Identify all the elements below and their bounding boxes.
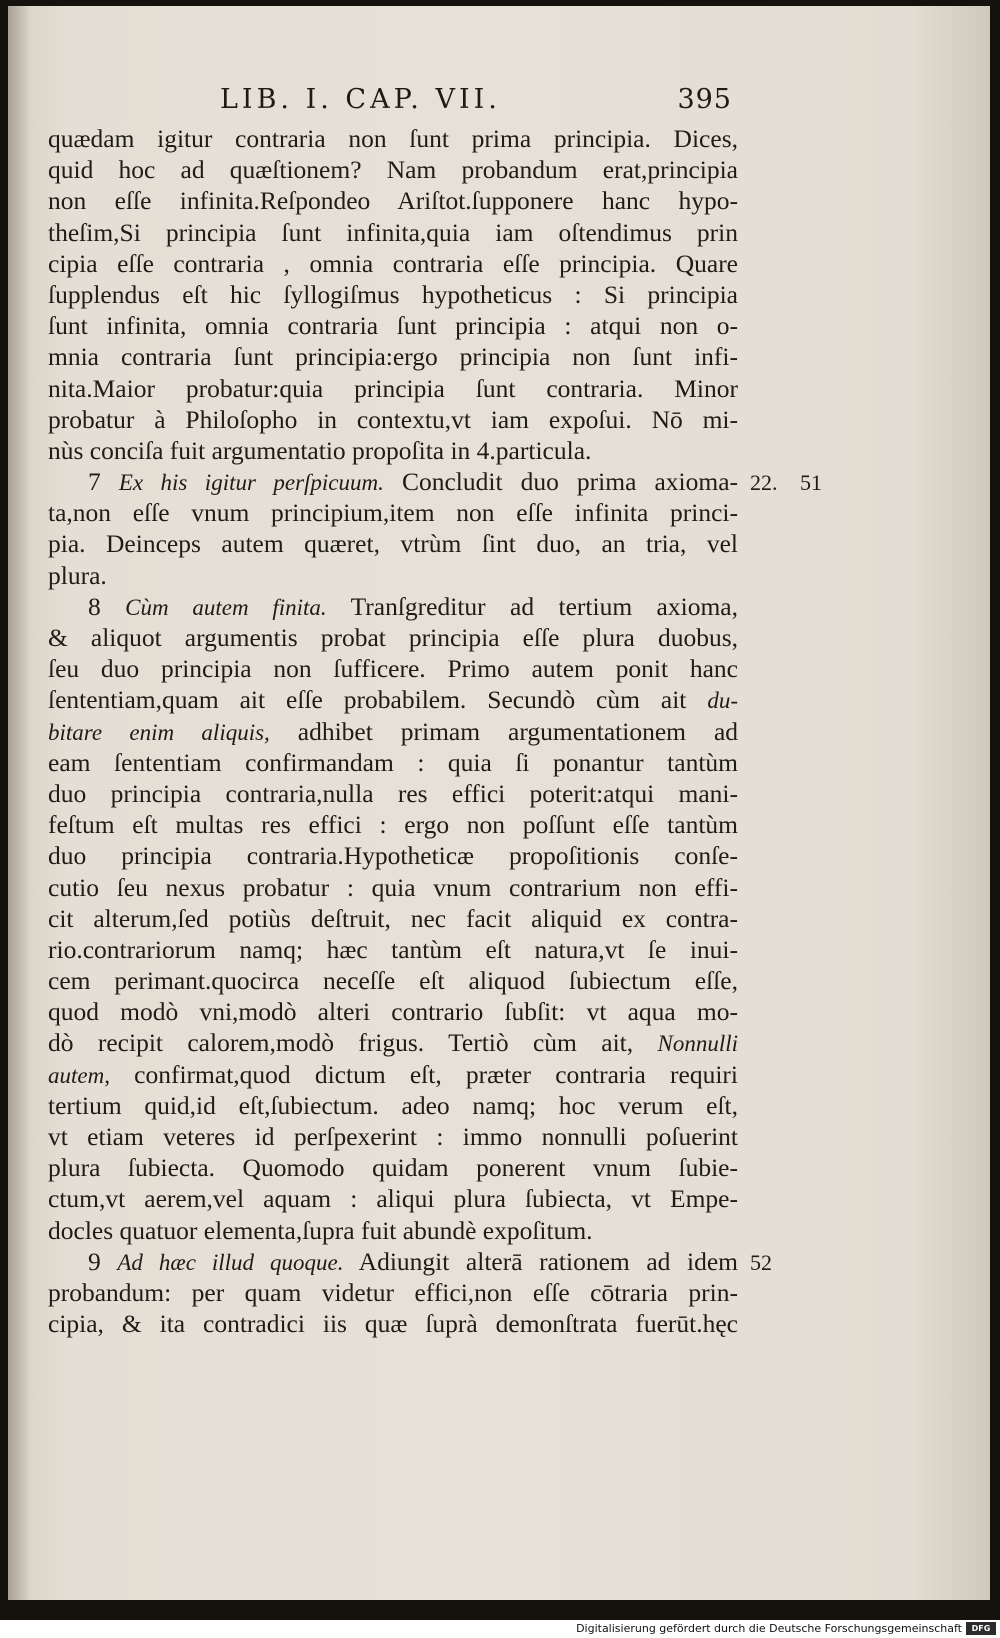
text-line	[48, 1090, 738, 1121]
line-text: pia. Deinceps autem quæret, vtrùm ſint duo, an tria, vel	[48, 529, 738, 559]
line-text: quod modò vni,modò alteri contrario ſubſit: vt aqua mo-	[48, 997, 738, 1027]
line-text: cipia eſſe contraria , omnia contraria eſſe principia. Quare	[48, 248, 738, 278]
line-text: quid hoc ad quæſtionem? Nam probandum erat,principia	[48, 155, 738, 185]
line-text: vt etiam veteres id perſpexerint : immo nonnulli poſuerint	[48, 1122, 738, 1151]
line-text: confirmat,quod dictum eſt, præter contraria requiri	[134, 1059, 738, 1089]
text-line	[48, 154, 738, 185]
line-text: feſtum eſt multas res effici : ergo non poſſunt eſſe tantùm	[48, 810, 738, 840]
text-line	[48, 809, 738, 840]
text-line	[48, 123, 738, 154]
text-line	[48, 217, 738, 248]
lemma: autem,	[48, 1062, 110, 1088]
line-text: ſeu duo principia non ſufficere. Primo autem ponit hanc	[48, 654, 738, 684]
line-text: plura ſubiecta. Quomodo quidam ponerent vnum ſubie-	[48, 1153, 738, 1183]
text-line	[48, 996, 738, 1027]
text-line	[48, 1215, 738, 1246]
line-text: & aliquot argumentis probat principia eſſe plura duobus,	[48, 623, 738, 652]
line-text: probatur à Philoſopho in contextu,vt iam expoſui. Nō mi-	[48, 404, 738, 434]
text-line	[48, 560, 738, 591]
text-line	[48, 965, 738, 996]
line-text: probandum: per quam videtur effici,non eſſe cōtraria prin-	[48, 1277, 738, 1307]
paragraph-number: 8	[88, 591, 101, 621]
line-text: cit alterum,ſed potiùs deſtruit, nec facit aliquid ex contra-	[48, 903, 738, 933]
text-line	[48, 279, 738, 310]
text-line	[48, 373, 738, 404]
line-text: ta,non eſſe vnum principium,item non eſſe infinita princi-	[48, 498, 738, 528]
text-line	[48, 248, 738, 279]
line-text: docles quatuor elementa,ſupra fuit abundè expoſitum.	[48, 1215, 593, 1245]
margin-note: 22.	[750, 470, 778, 496]
text-line	[48, 840, 738, 871]
lemma: Ex his igitur perſpicuum.	[118, 470, 384, 496]
line-text: theſim,Si principia ſunt infinita,quia iam oſtendimus prin	[48, 217, 738, 247]
line-text: mnia contraria ſunt principia:ergo principia non ſunt infi-	[48, 342, 738, 372]
text-line	[48, 435, 738, 466]
text-line	[48, 1121, 738, 1152]
lemma: Ad hæc illud quoque.	[117, 1249, 344, 1275]
line-text: rio.contrariorum namq; hæc tantùm eſt natura,vt ſe inui-	[48, 934, 738, 964]
line-text: non eſſe infinita.Reſpondeo Ariſtot.ſupponere hanc hypo-	[48, 186, 738, 216]
margin-note: 52	[750, 1250, 772, 1276]
line-text: duo principia contraria.Hypotheticæ propoſitionis conſe-	[48, 841, 738, 871]
line-text: Adiungit alterā rationem ad idem	[358, 1246, 738, 1276]
footer-credit: Digitalisierung gefördert durch die Deutsche Forschungsgemeinschaft	[576, 1622, 962, 1635]
line-text: Concludit duo prima axioma-	[401, 467, 739, 497]
line-text: eam ſententiam confirmandam : quia ſi ponantur tantùm	[48, 747, 738, 777]
text-line	[48, 310, 738, 341]
text-line	[48, 1183, 738, 1214]
line-text: cutio ſeu nexus probatur : quia vnum contrarium non effi-	[48, 872, 738, 902]
text-line	[48, 653, 738, 684]
text-line	[48, 466, 738, 497]
line-text: ſunt infinita, omnia contraria ſunt principia : atqui non o-	[48, 311, 738, 341]
lemma: bitare enim aliquis,	[48, 719, 270, 745]
paragraph-number: 7	[88, 467, 101, 497]
text-line	[48, 778, 738, 809]
paragraph-number: 9	[88, 1246, 101, 1276]
line-text: ctum,vt aerem,vel aquam : aliqui plura ſubiecta, vt Empe-	[48, 1184, 738, 1214]
text-line	[48, 185, 738, 216]
text-line	[48, 528, 738, 559]
line-text: cem perimant.quocirca neceſſe eſt aliquod ſubiectum eſſe,	[48, 966, 738, 996]
text-line	[48, 591, 738, 622]
lemma: Nonnulli	[657, 1031, 739, 1057]
text-line	[48, 497, 738, 528]
text-line	[48, 747, 738, 778]
text-line	[48, 622, 738, 653]
line-text: dò recipit calorem,modò frigus. Tertiò cùm ait,	[48, 1028, 634, 1058]
line-text: nita.Maior probatur:quia principia ſunt contraria. Minor	[48, 373, 738, 403]
dfg-logo: DFG	[966, 1622, 996, 1635]
margin-note: 51	[800, 470, 822, 496]
line-text: nùs conciſa fuit argumentatio propoſita in 4.particula.	[48, 435, 592, 465]
line-text: plura.	[48, 560, 107, 590]
text-line	[48, 1246, 738, 1277]
running-title: LIB. I. CAP. VII.	[220, 84, 501, 115]
line-text: tertium quid,id eſt,ſubiectum. adeo namq; hoc verum eſt,	[48, 1090, 738, 1120]
text-line	[48, 684, 738, 715]
text-line	[48, 1277, 738, 1308]
text-line	[48, 341, 738, 372]
line-text: duo principia contraria,nulla res effici poterit:atqui mani-	[48, 778, 738, 808]
book-page	[8, 6, 990, 1600]
line-text: cipia, & ita contradici iis quæ ſuprà demonſtrata fuerūt.hęc	[48, 1309, 738, 1339]
footer-bar	[0, 1620, 1000, 1638]
text-line	[48, 872, 738, 903]
text-line	[48, 1308, 738, 1339]
line-text: quædam igitur contraria non ſunt prima principia. Dices,	[48, 124, 738, 153]
line-text: ſententiam,quam ait eſſe probabilem. Secundò cùm ait	[48, 685, 687, 715]
body-text	[48, 123, 738, 1339]
text-line	[48, 716, 738, 747]
text-line	[48, 934, 738, 965]
text-line	[48, 404, 738, 435]
lemma: du-	[707, 688, 738, 714]
text-line	[48, 1027, 738, 1058]
page-header	[208, 84, 768, 120]
line-text: ſupplendus eſt hic ſyllogiſmus hypotheticus : Si principia	[48, 279, 738, 309]
text-line	[48, 1059, 738, 1090]
text-line	[48, 1152, 738, 1183]
lemma: Cùm autem finita.	[125, 594, 327, 620]
text-line	[48, 903, 738, 934]
line-text: adhibet primam argumentationem ad	[297, 716, 739, 746]
line-text: Tranſgreditur ad tertium axioma,	[350, 591, 738, 621]
page-number: 395	[677, 84, 732, 115]
